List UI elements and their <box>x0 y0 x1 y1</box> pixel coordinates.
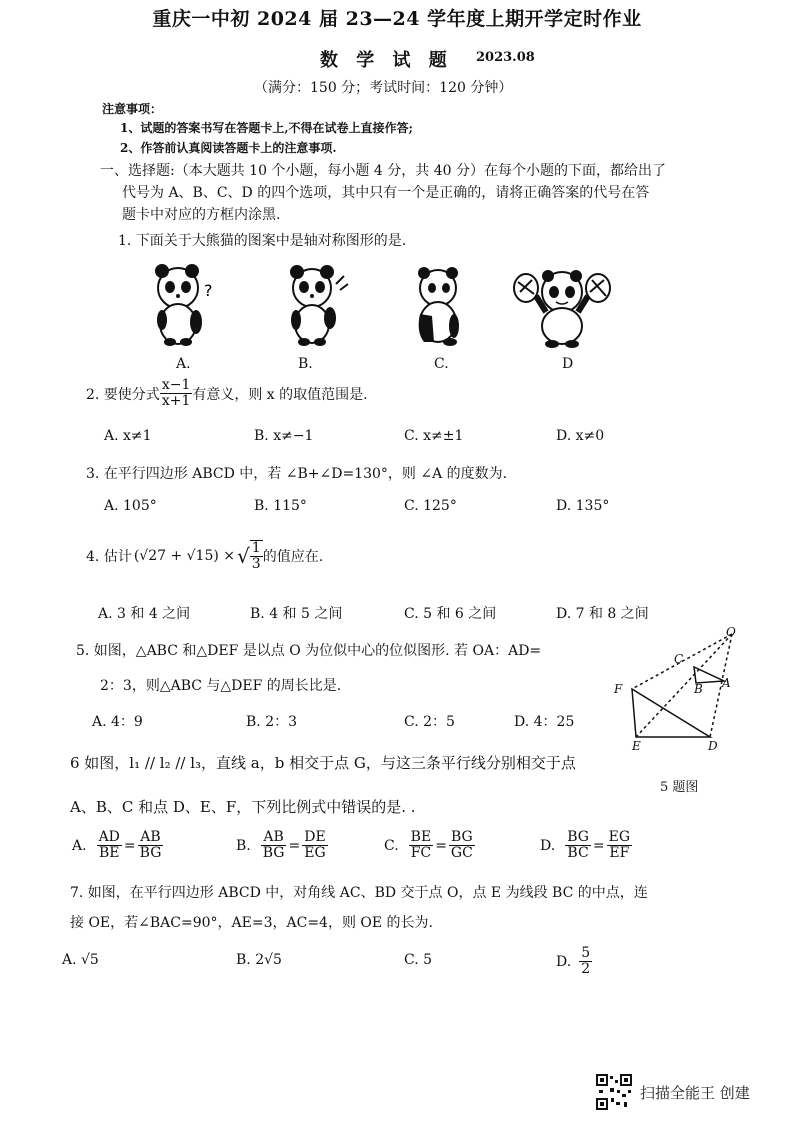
q3-option-a: A. 105° <box>104 498 157 514</box>
panda-a-image <box>148 262 222 348</box>
q4-suffix: 的值应在. <box>262 549 324 566</box>
point-o-label: O <box>726 625 736 639</box>
q4-expression: (√27 + √15) × <box>133 548 236 565</box>
subject-title: 数 学 试 题 <box>320 50 453 71</box>
q6-option-label: A. <box>72 837 87 854</box>
q5-line2: 2：3，则△ABC 与△DEF 的周长比是. <box>100 678 342 694</box>
q6-line1: 6 如图，l₁ // l₂ // l₃，直线 a，b 相交于点 G，与这三条平行线分别相交于点 <box>70 754 576 772</box>
q6-option-label: D. <box>540 837 556 854</box>
frac-num: EG <box>608 829 631 845</box>
q4-frac-den: 3 <box>251 556 261 573</box>
q2-suffix: 有意义，则 x 的取值范围是. <box>192 386 368 403</box>
q2-option-a: A. x≠1 <box>104 428 152 444</box>
q5-option-c: C. 2：5 <box>404 714 455 730</box>
q3-option-d: D. 135° <box>556 498 610 514</box>
q5-option-b: B. 2：3 <box>246 714 298 730</box>
q4-option-c: C. 5 和 6 之间 <box>404 606 497 622</box>
point-d-label: D <box>708 739 718 753</box>
q7-option-d <box>556 946 592 978</box>
q4-prefix: 4. 估计 <box>86 549 132 566</box>
frac-num: BG <box>567 829 589 845</box>
q6-option-d: D. $\frac{BG}{BC}$ = $\frac{EG}{EF}$ <box>540 829 631 862</box>
scanner-watermark: 扫描全能王 创建 <box>640 1084 750 1102</box>
q2-fraction <box>160 378 193 410</box>
section-instruction-line1: 一、选择题:（本大题共 10 个小题，每小题 4 分，共 40 分）在每个小题的下面，都给出了 <box>100 163 666 179</box>
q7-option-c: C. 5 <box>404 952 433 968</box>
q2-denominator: x+1 <box>161 393 191 410</box>
frac-den: BG <box>262 845 285 862</box>
q1-option-c: C. <box>434 356 449 372</box>
q6-option-b: B. $\frac{AB}{BG}$ = $\frac{DE}{EG}$ <box>236 829 326 862</box>
frac-den: BE <box>98 845 120 862</box>
q7-option-a: A. √5 <box>62 952 99 968</box>
q4-option-b: B. 4 和 5 之间 <box>250 606 343 622</box>
frac-den: BC <box>567 845 589 862</box>
q5-figure-caption: 5 题图 <box>660 780 699 795</box>
qr-code-icon <box>596 1074 632 1110</box>
page-title: 重庆一中初 2024 届 23—24 学年度上期开学定时作业 <box>152 8 642 30</box>
notes-item: 2、作答前认真阅读答题卡上的注意事项. <box>120 141 337 155</box>
q6-option-label: C. <box>384 837 399 854</box>
sqrt-icon: √ <box>237 544 250 569</box>
q7-line1: 7. 如图，在平行四边形 ABCD 中，对角线 AC、BD 交于点 O，点 E 为线段 BC 的中点，连 <box>70 885 648 901</box>
point-f-label: F <box>614 682 623 696</box>
frac-den: EG <box>304 845 326 862</box>
panda-d-image <box>512 268 612 348</box>
notes-item: 1、试题的答案书写在答题卡上,不得在试卷上直接作答; <box>120 121 413 135</box>
point-c-label: C <box>674 652 684 666</box>
q7-option-b: B. 2√5 <box>236 952 282 968</box>
q2-numerator: x−1 <box>161 377 191 393</box>
q7-line2: 接 OE，若∠BAC=90°，AE=3，AC=4，则 OE 的长为. <box>70 915 434 931</box>
frac-num: AB <box>138 830 164 846</box>
exam-date: 2023.08 <box>476 50 535 65</box>
q2-option-c: C. x≠±1 <box>404 428 464 444</box>
notes-heading: 注意事项： <box>102 102 163 116</box>
q4-frac-num: 1 <box>251 540 261 556</box>
frac-num: BE <box>410 829 432 845</box>
q5-line1: 5. 如图，△ABC 和△DEF 是以点 O 为位似中心的位似图形. 若 OA：AD= <box>76 643 542 659</box>
q4-option-d: D. 7 和 8 之间 <box>556 606 649 622</box>
frac-num: AD <box>98 829 120 845</box>
frac-den: 2 <box>581 961 591 978</box>
panda-b-image <box>282 264 352 348</box>
exam-meta: （满分：150 分；考试时间：120 分钟） <box>254 80 513 96</box>
q3-option-b: B. 115° <box>254 498 307 514</box>
question-mark: ? <box>204 281 213 300</box>
q4-stem <box>86 540 323 573</box>
q2-option-b: B. x≠−1 <box>254 428 314 444</box>
frac-num: DE <box>304 829 326 845</box>
q6-option-a: A. $\frac{AD}{BE}$ = $\frac{AB}{BG}$ <box>72 829 162 862</box>
section-instruction-line2: 代号为 A、B、C、D 的四个选项，其中只有一个是正确的，请将正确答案的代号在答 <box>122 185 650 201</box>
q6-line2: A、B、C 和点 D、E、F，下列比例式中错误的是. . <box>70 798 416 816</box>
q5-option-a: A. 4：9 <box>92 714 143 730</box>
q5-option-d: D. 4：25 <box>514 714 575 730</box>
q3-option-c: C. 125° <box>404 498 457 514</box>
q4-fraction <box>250 540 263 573</box>
q1-option-d: D <box>562 356 574 372</box>
q1-option-b: B. <box>298 356 313 372</box>
q3-stem: 3. 在平行四边形 ABCD 中，若 ∠B+∠D=130°，则 ∠A 的度数为. <box>86 466 508 482</box>
q2-stem <box>86 378 368 410</box>
point-e-label: E <box>632 739 641 753</box>
q2-prefix: 2. 要使分式 <box>86 386 160 403</box>
frac-den: BG <box>139 845 162 862</box>
panda-c-image <box>410 266 470 348</box>
q4-option-a: A. 3 和 4 之间 <box>98 606 191 622</box>
q6-option-label: B. <box>236 837 251 854</box>
frac-den: FC <box>410 845 432 862</box>
q2-option-d: D. x≠0 <box>556 428 605 444</box>
frac-den: EF <box>609 845 630 862</box>
q7-option-d-label: D. <box>556 953 572 970</box>
point-b-label: B <box>694 682 703 696</box>
q1-option-a: A. <box>176 356 191 372</box>
point-a-label: A <box>722 676 731 690</box>
section-instruction-line3: 题卡中对应的方框内涂黑. <box>122 207 281 223</box>
frac-num: BG <box>449 830 475 846</box>
q6-option-c: C. $\frac{BE}{FC}$ = $\frac{BG}{GC}$ <box>384 829 473 862</box>
frac-num: AB <box>261 830 287 846</box>
q5-figure <box>610 625 760 755</box>
frac-num: 5 <box>581 945 591 961</box>
q1-stem: 1. 下面关于大熊猫的图案中是轴对称图形的是. <box>118 233 407 249</box>
frac-den: GC <box>450 845 473 862</box>
